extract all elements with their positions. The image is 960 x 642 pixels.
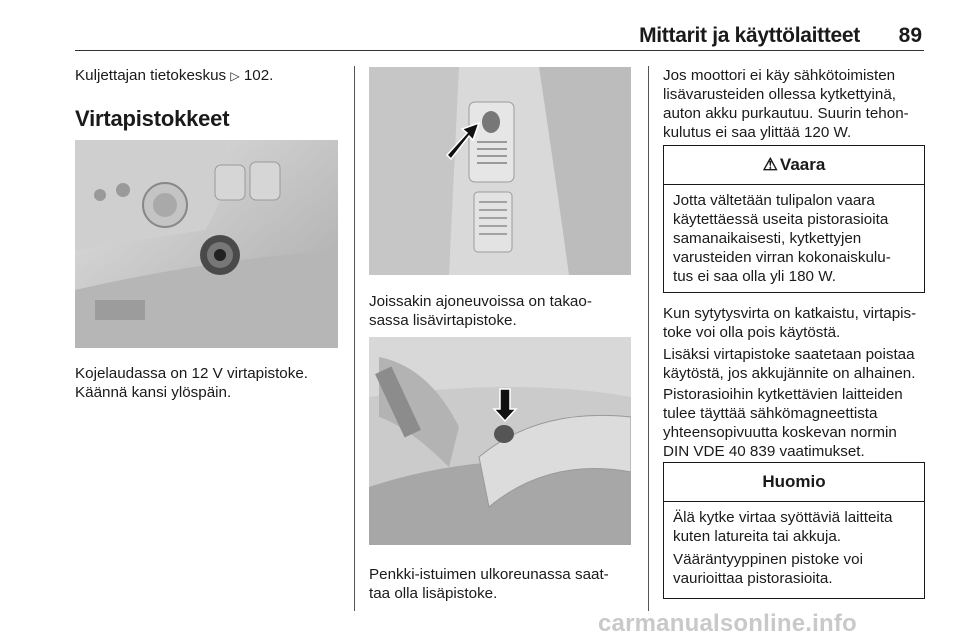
caption-line: Käännä kansi ylöspäin.: [75, 384, 232, 401]
column-divider-left: [354, 66, 355, 611]
text-line: auton akku purkautuu. Suurin tehon-: [663, 105, 909, 122]
note-paragraph: [673, 508, 915, 546]
text-line: varusteiden virran kokonaiskulu-: [673, 249, 891, 266]
text-line: Pistorasioihin kytkettävien laitteiden: [663, 386, 903, 403]
seat-socket-text: [369, 565, 609, 603]
emc-paragraph: [663, 385, 903, 461]
text-line: toke voi olla pois käytöstä.: [663, 324, 841, 341]
text-line: tus ei saa olla yli 180 W.: [673, 268, 836, 285]
column-divider-right: [648, 66, 649, 611]
text-line: yhteensopivuutta koskevan normin: [663, 424, 897, 441]
warning-box-header: [664, 146, 924, 185]
page-reference-icon: ▷: [230, 69, 240, 83]
note-body: [664, 502, 924, 598]
watermark: carmanualsonline.info: [598, 610, 857, 637]
text-line: käytettäessä useita pistorasioita: [673, 211, 889, 228]
warning-triangle-icon: ⚠: [762, 155, 778, 174]
warning-title: Vaara: [779, 155, 826, 174]
rear-socket-text: [369, 292, 592, 330]
note-paragraph: [673, 550, 915, 588]
text-line: sassa lisävirtapistoke.: [369, 312, 517, 329]
text-line: Penkki-istuimen ulkoreunassa saat-: [369, 566, 609, 583]
text-line: Älä kytke virtaa syöttäviä laitteita: [673, 509, 893, 526]
cross-reference-text: Kuljettajan tietokeskus: [75, 67, 227, 84]
dashboard-socket-caption: [75, 364, 308, 402]
section-heading: Virtapistokkeet: [75, 106, 230, 131]
intro-paragraph: [663, 66, 909, 142]
note-box: [663, 462, 925, 599]
text-line: Jotta vältetään tulipalon vaara: [673, 192, 875, 209]
text-line: kuten latureita tai akkuja.: [673, 528, 842, 545]
dashboard-socket-photo: [75, 140, 338, 348]
warning-body: [664, 185, 924, 292]
text-line: samanaikaisesti, kytkettyjen: [673, 230, 862, 247]
cross-reference[interactable]: [75, 66, 273, 86]
text-line: Joissakin ajoneuvoissa on takao-: [369, 293, 592, 310]
text-line: Vääräntyyppinen pistoke voi: [673, 551, 863, 568]
text-line: DIN VDE 40 839 vaatimukset.: [663, 443, 865, 460]
text-line: Kun sytytysvirta on katkaistu, virtapis-: [663, 305, 917, 322]
note-box-header: [664, 463, 924, 502]
text-line: käytöstä, jos akkujännite on alhainen.: [663, 365, 916, 382]
warning-box: [663, 145, 925, 293]
text-line: Jos moottori ei käy sähkötoimisten: [663, 67, 896, 84]
text-line: tulee täyttää sähkömagneettista: [663, 405, 878, 422]
text-line: kulutus ei saa ylittää 120 W.: [663, 124, 852, 141]
text-line: taa olla lisäpistoke.: [369, 585, 498, 602]
note-title: Huomio: [762, 472, 826, 491]
rear-socket-photo: [369, 67, 631, 275]
ignition-paragraph: [663, 304, 916, 342]
text-line: Lisäksi virtapistoke saatetaan poistaa: [663, 346, 915, 363]
seat-socket-photo: [369, 337, 631, 545]
low-voltage-paragraph: [663, 345, 915, 383]
caption-line: Kojelaudassa on 12 V virtapistoke.: [75, 365, 309, 382]
text-line: lisävarusteiden ollessa kytkettyinä,: [663, 86, 896, 103]
cross-reference-page: 102.: [243, 67, 274, 84]
header-rule: [75, 50, 924, 51]
page-number: 89: [898, 24, 922, 47]
running-header-title: Mittarit ja käyttölaitteet: [639, 24, 860, 47]
text-line: vaurioittaa pistorasioita.: [673, 570, 833, 587]
